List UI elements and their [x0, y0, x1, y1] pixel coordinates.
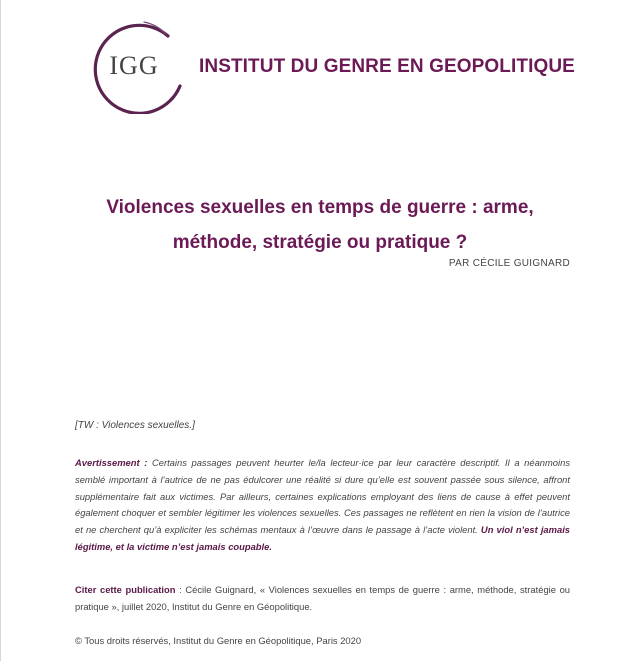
title-line-1: Violences sexuelles en temps de guerre : arme,: [106, 197, 534, 218]
trigger-warning: [TW : Violences sexuelles.]: [75, 420, 195, 431]
warning-emphasis: Un viol n’est jamais légitime, et la victime n’est jamais coupable.: [75, 524, 571, 552]
document-title: [60, 190, 580, 260]
citation-paragraph: [75, 582, 570, 616]
igg-logo: [84, 14, 196, 114]
page-edge: [0, 0, 1, 661]
organization-name: INSTITUT DU GENRE EN GEOPOLITIQUE: [199, 56, 575, 77]
content-warning-paragraph: [75, 455, 570, 556]
author-byline: PAR CÉCILE GUIGNARD: [448, 258, 570, 269]
warning-label: Avertissement :: [75, 457, 148, 468]
copyright-notice: © Tous droits réservés, Institut du Genre en Géopolitique, Paris 2020: [75, 635, 362, 646]
logo-text: IGG: [109, 51, 159, 80]
cite-text: : Cécile Guignard, « Violences sexuelles en temps de guerre : arme, méthode, stratégie ou pratique », juillet 2020, Institut du Genre en Géopolitique.: [75, 584, 571, 612]
title-line-2: méthode, stratégie ou pratique ?: [172, 232, 468, 253]
cite-label: Citer cette publication: [75, 584, 176, 595]
warning-text: Certains passages peuvent heurter le/la lecteur·ice par leur caractère descriptif. Il a néanmoins semblé important à l’autrice de ne pas édulcorer une réalité si dure qu’elle est souvent passée sous silence, affront supplémentaire fait aux victimes. Par ailleurs, certaines explications employant des liens de cause à effet peuvent également choquer et sembler légitimer les violences sexuelles. Ces passages ne reflètent en rien la vision de l’autrice et ne cherchent qu’à expliciter les schémas mentaux à l’œuvre dans le passage à l’acte violent.: [75, 457, 571, 536]
